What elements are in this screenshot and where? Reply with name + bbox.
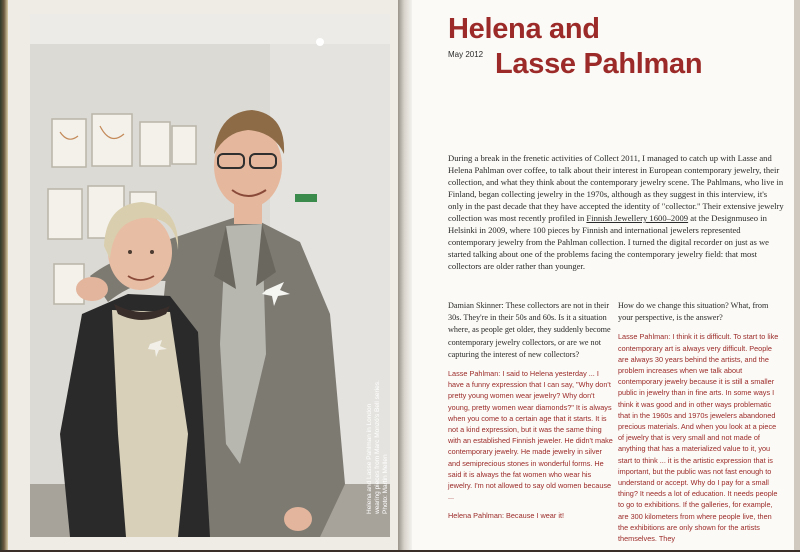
article-title: [448, 12, 788, 82]
interview-column-2: [618, 300, 783, 552]
issue-date: May 2012: [448, 50, 484, 59]
book-title: Finnish Jewellery 1600–2009: [586, 213, 689, 223]
intro-text-continued: at the Designmuseo in Helsinki in 2009, where 100 pieces by Finnish and international jewelers represented contemporary jewelry from the Pahlman collection. I turned the digital recorder on just as we started talking about one of the problems facing the contemporary jewelry field: that most collectors are older rather than younger.: [448, 213, 769, 271]
title-line-1: Helena and: [448, 13, 600, 45]
portrait-photo: [30, 14, 390, 537]
page-edge: [794, 0, 800, 550]
book-edge: [0, 0, 8, 550]
intro-text: During a break in the frenetic activities of Collect 2011, I managed to catch up with Lasse and Helena Pahlman over coffee, to talk about their interest in European contemporary jewelry, their collection, and what they think about the contemporary jewelry scene. The Pahlmans, who live in Finland, began collecting jewelry in the 1970s, although as they suggest in this interview, it's only in the past decade that they have accepted the identity of "collector." Their extensive jewelry collection was most recently profiled in: [448, 153, 784, 223]
interviewee-answer: Lasse Pahlman: I think it is difficult. To start to like contemporary art is always very difficult. People are always 30 years behind the artists, and the problem increases when we talk about contemporary jewelry because it is still a smaller public in jewelry than in fine arts. In some ways I think it was good and in other ways problematic that in the 1960s and 1970s jewelers abandoned precious materials. And when you look at a piece of jewelry that is very small and not made of anything that has a materialized value to it, you start to think ... it is the artistic expression that is important, but the public was not fast enough to understand or accept. Why do I pay for a small thing? It needs a lot of education. It needs people to go to exhibitions. If the galleries, for example, are 300 kilometers from where people live, then the exhibitions are only shown for the artists themselves. They: [618, 332, 779, 544]
caption-line: Helena and Lasse Pahlman in London: [366, 403, 373, 514]
title-line-2: Lasse Pahlman: [495, 48, 703, 80]
interviewee-answer: Helena Pahlman: Because I wear it!: [448, 511, 565, 521]
photo-credit: Photo: Martin Mellen: [382, 454, 389, 514]
photo-illustration: [30, 14, 390, 537]
interviewee-answer: Lasse Pahlman: I said to Helena yesterday ... I have a funny expression that I can say, "Why don't pretty young women wear jewelry? Why don't young, pretty women wear diamonds?" It is always when you come to a certain age that it starts. It is not a kind expression, but it was the same thing with an established Finnish jeweler. He didn't make contemporary jewelry. He made jewelry in silver and semiprecious stones in wonderful forms. He said it is always the fat women who wear his jewelry. I'm not allowed to say old women because ...: [448, 369, 613, 502]
interviewer-question: How do we change this situation? What, from your perspective, is the answer?: [618, 301, 769, 323]
intro-paragraph: [448, 152, 784, 272]
right-page: [412, 0, 800, 550]
caption-line: wearing pieces from Marc Monzó's Bell series.: [374, 380, 381, 514]
interview-column-1: [448, 300, 613, 530]
interviewer-question: Damian Skinner: These collectors are not in their 30s. They're in their 50s and 60s. Is it a situation where, as people get older, they suddenly become contemporary jewelry collectors, or are we not capturing the interest of new collectors?: [448, 301, 611, 359]
